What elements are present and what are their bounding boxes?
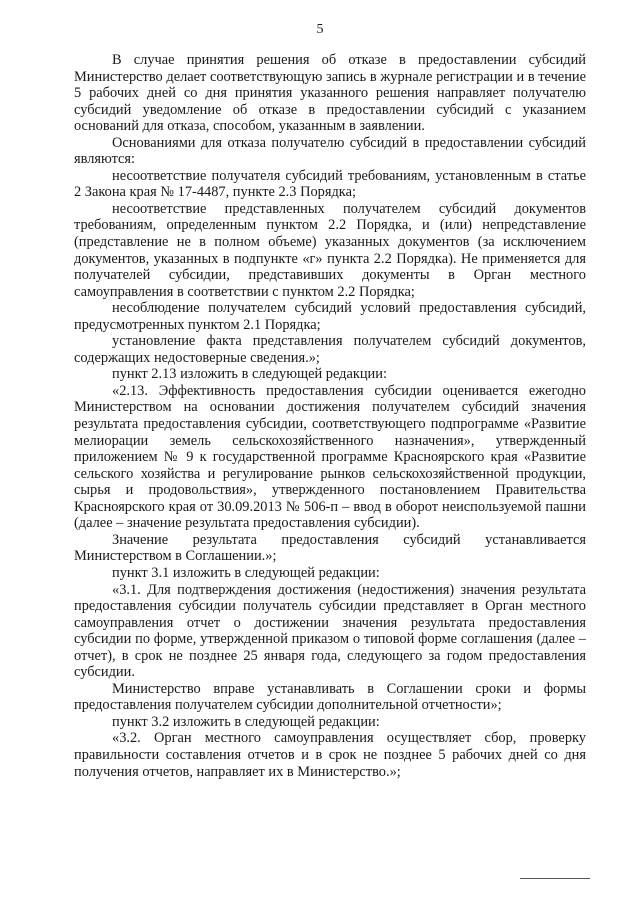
paragraph-additional-reporting: Министерство вправе устанавливать в Соглашении сроки и формы предоставления получателем субсидии дополнительной отчетности»; xyxy=(74,680,586,714)
paragraph-ground-documents: несоответствие представленных получателем субсидий документов требованиям, определенным пунктом 2.2 Порядка, и (или) непредставление (представление не в полном объеме) указанных документов (за исключением документов, указанных в подпункте «г» пункта 2.2 Порядка). Не применяется для получателей субсидии, представивших документы в Орган местного самоуправления в соответствии с пунктом 2.2 Порядка; xyxy=(74,200,586,300)
paragraph-refusal-notice: В случае принятия решения об отказе в предоставлении субсидий Министерство делает соответствующую запись в журнале регистрации и в течение 5 рабочих дней со дня принятия указанного решения направляет получателю субсидий уведомление об отказе в предоставлении субсидий с указанием оснований для отказа, способом, указанным в заявлении. xyxy=(74,52,586,135)
paragraph-result-value: Значение результата предоставления субсидий устанавливается Министерством в Соглашении.»; xyxy=(74,531,586,565)
document-body xyxy=(74,52,586,780)
paragraph-ground-conditions: несоблюдение получателем субсидий условий предоставления субсидий, предусмотренных пунктом 2.1 Порядка; xyxy=(74,300,586,333)
footer-divider xyxy=(520,878,590,879)
page-number: 5 xyxy=(316,22,324,37)
paragraph-point-2-13-intro: пункт 2.13 изложить в следующей редакции: xyxy=(112,366,387,383)
paragraph-point-3-2: «3.2. Орган местного самоуправления осуществляет сбор, проверку правильности составления отчетов и в срок не позднее 5 рабочих дней со дня получения отчетов, направляет их в Министерство.»; xyxy=(74,730,586,780)
paragraph-point-3-2-intro: пункт 3.2 изложить в следующей редакции: xyxy=(112,713,380,730)
paragraph-point-3-1-intro: пункт 3.1 изложить в следующей редакции: xyxy=(112,564,380,581)
paragraph-ground-requirements: несоответствие получателя субсидий требованиям, установленным в статье 2 Закона края № 17-4487, пункте 2.3 Порядка; xyxy=(74,167,586,201)
paragraph-point-3-1: «3.1. Для подтверждения достижения (недостижения) значения результата предоставления субсидии получатель субсидии представляет в Орган местного самоуправления отчет о достижении значения результата предоставления субсидии по форме, утвержденной приказом о типовой форме соглашения (далее – отчет), в срок не позднее 25 января года, следующего за годом предоставления субсидии. xyxy=(74,581,586,681)
paragraph-refusal-grounds: Основаниями для отказа получателю субсидий в предоставлении субсидий являются: xyxy=(74,134,586,168)
paragraph-ground-false-info: установление факта представления получателем субсидий документов, содержащих недостоверные сведения.»; xyxy=(74,333,586,366)
paragraph-point-2-13: «2.13. Эффективность предоставления субсидии оценивается ежегодно Министерством на основании достижения получателем субсидий значения результата предоставления субсидии, соответствующего подпрограмме «Развитие мелиорации земель сельскохозяйственного назначения», утвержденный приложением № 9 к государственной программе Красноярского края «Развитие сельского хозяйства и регулирование рынков сельскохозяйственной продукции, сырья и продовольствия», утвержденного постановлением Правительства Красноярского края от 30.09.2013 № 506-п – ввод в оборот неиспользуемой пашни (далее – значение результата предоставления субсидии). xyxy=(74,382,586,532)
